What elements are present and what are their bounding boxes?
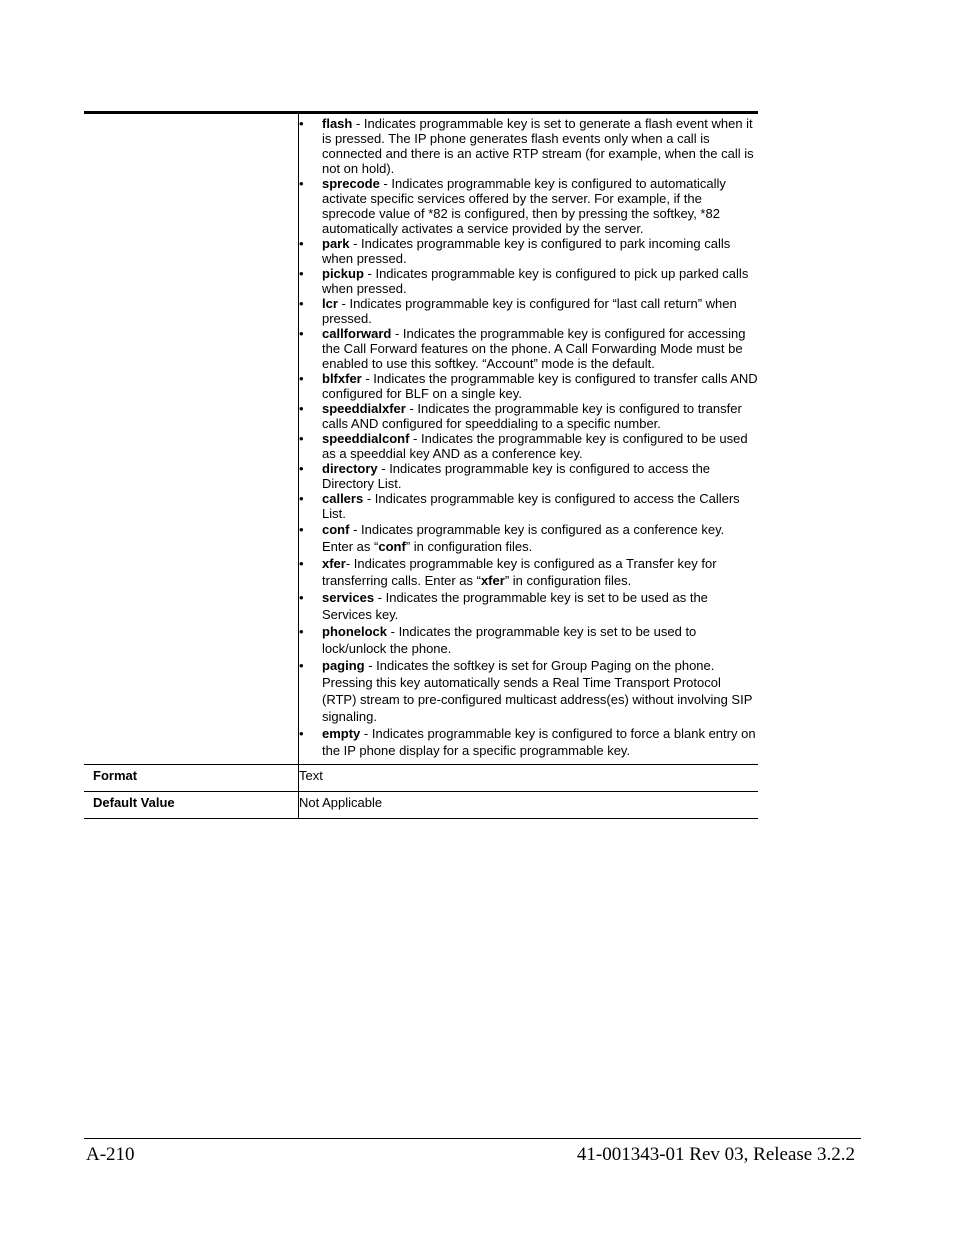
keyword-inline: conf bbox=[378, 539, 406, 554]
description: - Indicates the programmable key is set to be used to lock/unlock the phone. bbox=[322, 624, 697, 656]
list-item-paging bbox=[299, 657, 758, 725]
keyword: flash bbox=[322, 116, 353, 131]
description-tail: ” in configuration files. bbox=[405, 539, 533, 554]
list-item-lcr bbox=[299, 296, 758, 326]
parameter-table-grid bbox=[84, 114, 758, 819]
default-value-label: Default Value bbox=[84, 792, 299, 819]
bullet-glyph: • bbox=[299, 491, 304, 506]
list-item-pickup bbox=[299, 266, 758, 296]
keyword-inline: xfer bbox=[480, 573, 505, 588]
keyword: paging bbox=[322, 658, 365, 673]
list-item-conf bbox=[299, 521, 758, 555]
list-item-park bbox=[299, 236, 758, 266]
footer-rule bbox=[84, 1138, 861, 1139]
list-item-callers bbox=[299, 491, 758, 521]
key-type-list bbox=[299, 114, 758, 764]
list-item-empty bbox=[299, 725, 758, 759]
description: - Indicates programmable key is configured for “last call return” when pressed. bbox=[322, 296, 737, 326]
description: - Indicates programmable key is configured to park incoming calls when pressed. bbox=[322, 236, 731, 266]
default-value-row bbox=[84, 792, 758, 819]
values-row bbox=[84, 114, 758, 765]
description: - Indicates the programmable key is configured to transfer calls AND configured for BLF on a single key. bbox=[322, 371, 758, 401]
bullet-glyph: • bbox=[299, 371, 304, 386]
bullet-glyph: • bbox=[299, 296, 304, 311]
list-item-speeddialconf bbox=[299, 431, 758, 461]
format-row bbox=[84, 765, 758, 792]
keyword: blfxfer bbox=[322, 371, 362, 386]
format-value: Text bbox=[299, 765, 759, 792]
description: - Indicates programmable key is configured to force a blank entry on the IP phone display for a specific programmable key. bbox=[322, 726, 756, 758]
keyword: speeddialconf bbox=[322, 431, 410, 446]
description: - Indicates the programmable key is configured to transfer calls AND configured for speeddialing to a specific number. bbox=[322, 401, 742, 431]
bullet-glyph: • bbox=[299, 522, 304, 537]
keyword: lcr bbox=[322, 296, 338, 311]
keyword: phonelock bbox=[322, 624, 388, 639]
keyword: conf bbox=[322, 522, 350, 537]
list-item-flash bbox=[299, 116, 758, 176]
description: - Indicates the programmable key is configured to be used as a speeddial key AND as a conference key. bbox=[322, 431, 748, 461]
format-label: Format bbox=[84, 765, 299, 792]
keyword: sprecode bbox=[322, 176, 380, 191]
keyword: callers bbox=[322, 491, 364, 506]
list-item-speeddialxfer bbox=[299, 401, 758, 431]
description: - Indicates the programmable key is set to be used as the Services key. bbox=[322, 590, 708, 622]
page-number: A-210 bbox=[86, 1144, 135, 1165]
keyword: xfer bbox=[322, 556, 346, 571]
keyword: park bbox=[322, 236, 350, 251]
list-item-sprecode bbox=[299, 176, 758, 236]
list-item-callforward bbox=[299, 326, 758, 371]
bullet-glyph: • bbox=[299, 726, 304, 741]
bullet-glyph: • bbox=[299, 624, 304, 639]
bullet-glyph: • bbox=[299, 326, 304, 341]
list-item-phonelock bbox=[299, 623, 758, 657]
bullet-glyph: • bbox=[299, 590, 304, 605]
bullet-glyph: • bbox=[299, 176, 304, 191]
bullet-glyph: • bbox=[299, 461, 304, 476]
keyword: speeddialxfer bbox=[322, 401, 406, 416]
description: - Indicates the programmable key is configured for accessing the Call Forward features on the phone. A Call Forwarding Mode must be enabled to use this softkey. “Account” mode is the default. bbox=[322, 326, 746, 371]
bullet-glyph: • bbox=[299, 401, 304, 416]
bullet-glyph: • bbox=[299, 236, 304, 251]
bullet-glyph: • bbox=[299, 116, 304, 131]
description: - Indicates programmable key is configured as a conference key. Enter as “ bbox=[322, 522, 725, 554]
bullet-glyph: • bbox=[299, 556, 304, 571]
description: - Indicates programmable key is configured to access the Directory List. bbox=[322, 461, 711, 491]
description: - Indicates programmable key is configured to access the Callers List. bbox=[322, 491, 740, 521]
bullet-glyph: • bbox=[299, 431, 304, 446]
description: - Indicates the softkey is set for Group Paging on the phone. Pressing this key automatically sends a Real Time Transport Protocol (RTP) stream to pre-configured multicast address(es) without involving SIP signaling. bbox=[322, 658, 753, 724]
description: - Indicates programmable key is configured to automatically activate specific services offered by the server. For example, if the sprecode value of *82 is configured, then by pressing the softkey, *82 automatically activates a service provided by the server. bbox=[322, 176, 726, 236]
description: - Indicates programmable key is configured to pick up parked calls when pressed. bbox=[322, 266, 749, 296]
list-item-blfxfer bbox=[299, 371, 758, 401]
document-id: 41-001343-01 Rev 03, Release 3.2.2 bbox=[576, 1144, 855, 1165]
keyword: empty bbox=[322, 726, 361, 741]
keyword: callforward bbox=[322, 326, 392, 341]
description-tail: ” in configuration files. bbox=[504, 573, 632, 588]
keyword: pickup bbox=[322, 266, 364, 281]
list-item-directory bbox=[299, 461, 758, 491]
values-cell bbox=[299, 114, 759, 765]
bullet-glyph: • bbox=[299, 658, 304, 673]
description: - Indicates programmable key is set to generate a flash event when it is pressed. The IP phone generates flash events only when a call is connected and there is an active RTP stream (for example, when the call is not on hold). bbox=[322, 116, 754, 176]
list-item-xfer bbox=[299, 555, 758, 589]
keyword: services bbox=[322, 590, 375, 605]
values-label-cell bbox=[84, 114, 299, 765]
parameter-table bbox=[84, 111, 758, 819]
default-value-value: Not Applicable bbox=[299, 792, 759, 819]
description: - Indicates programmable key is configured as a Transfer key for transferring calls. Enter as “ bbox=[322, 556, 717, 588]
list-item-services bbox=[299, 589, 758, 623]
keyword: directory bbox=[322, 461, 378, 476]
bullet-glyph: • bbox=[299, 266, 304, 281]
